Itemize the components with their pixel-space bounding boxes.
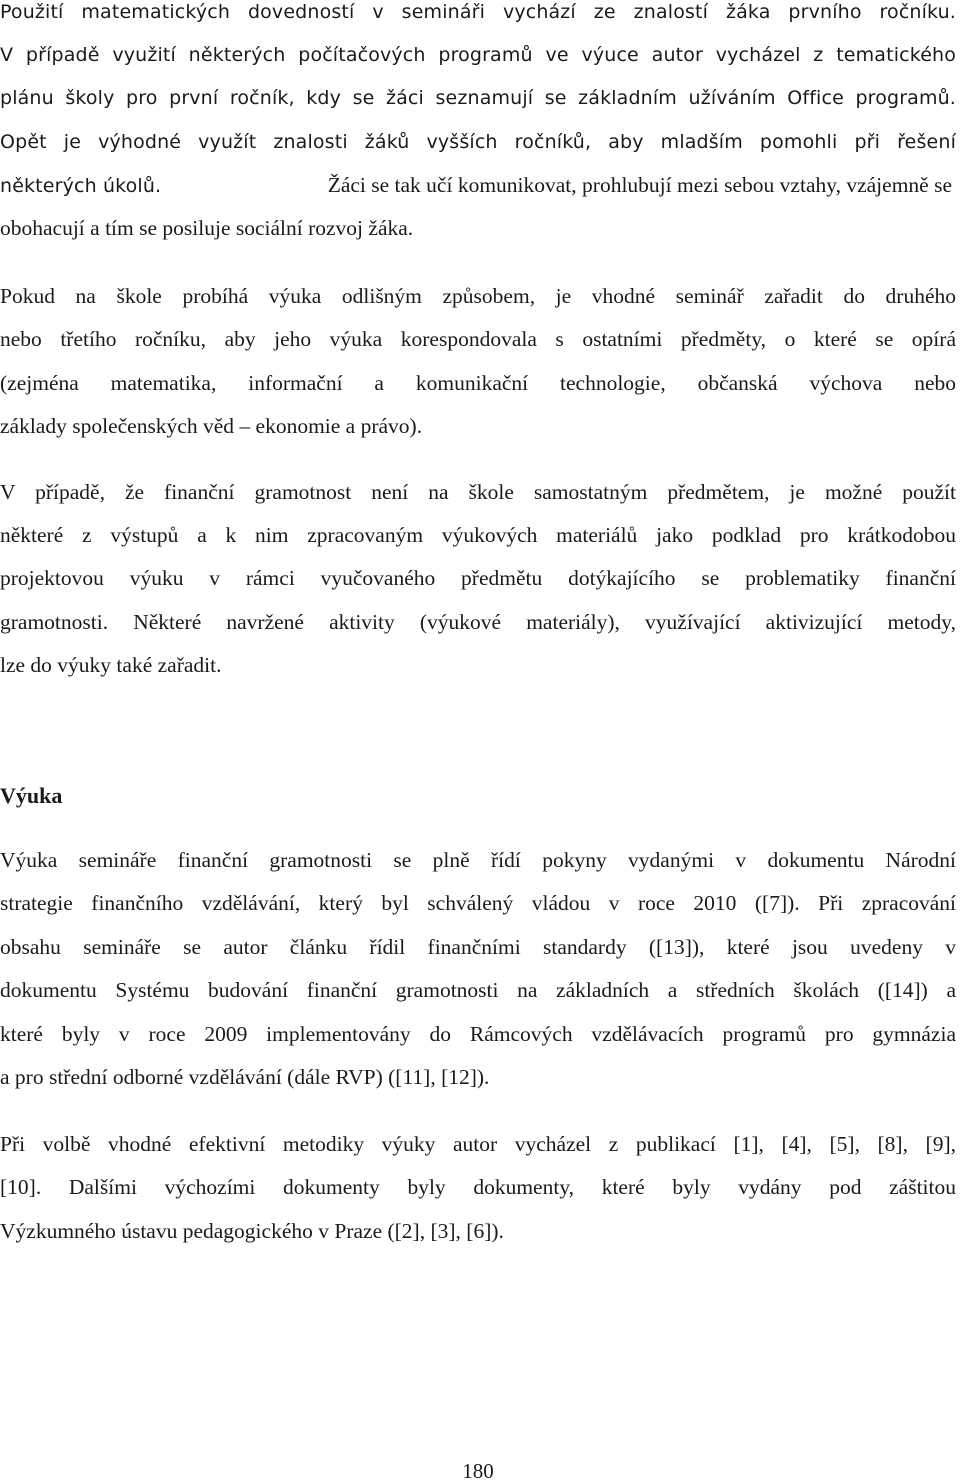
paragraph-4-line-3: obsahu semináře se autor článku řídil finančními standardy ([13]), které jsou uvedeny v (0, 935, 956, 959)
paragraph-4-line-4: dokumentu Systému budování finanční gramotnosti na základních a středních školách ([14]) a (0, 978, 956, 1002)
paragraph-2-line-1: Pokud na škole probíhá výuka odlišným způsobem, je vhodné seminář zařadit do druhého (0, 284, 956, 308)
paragraph-1-line-2: V případě využití některých počítačových programů ve výuce autor vycházel z tematického (0, 44, 956, 66)
paragraph-3-line-5: lze do výuky také zařadit. (0, 653, 222, 677)
paragraph-5-line-3: Výzkumného ústavu pedagogického v Praze ([2], [3], [6]). (0, 1219, 504, 1243)
paragraph-3-line-2: některé z výstupů a k nim zpracovaným výukových materiálů jako podklad pro krátkodobou (0, 523, 956, 547)
paragraph-5-line-1: Při volbě vhodné efektivní metodiky výuky autor vycházel z publikací [1], [4], [5], [8], [9], (0, 1132, 956, 1156)
paragraph-1-line-1: Použití matematických dovedností v semináři vychází ze znalostí žáka prvního ročníku. (0, 1, 956, 23)
paragraph-5-line-2: [10]. Dalšími výchozími dokumenty byly dokumenty, které byly vydány pod záštitou (0, 1175, 956, 1199)
paragraph-4-line-1: Výuka semináře finanční gramotnosti se plně řídí pokyny vydanými v dokumentu Národní (0, 848, 956, 872)
section-heading: Výuka (0, 783, 63, 808)
paragraph-2-line-4: základy společenských věd – ekonomie a právo). (0, 414, 423, 438)
paragraph-3-line-1: V případě, že finanční gramotnost není na škole samostatným předmětem, je možné použít (0, 480, 956, 504)
paragraph-1-line-3: plánu školy pro první ročník, kdy se žáci seznamují se základním užíváním Office programů. (0, 87, 956, 109)
paragraph-2-line-2: nebo třetího ročníku, aby jeho výuka korespondovala s ostatními předměty, o které se opírá (0, 327, 956, 351)
paragraph-3-line-4: gramotnosti. Některé navržené aktivity (výukové materiály), využívající aktivizující metody, (0, 610, 956, 634)
paragraph-1-line-5-part-1: některých úkolů. (0, 175, 162, 197)
paragraph-1-line-5 (0, 171, 956, 200)
paragraph-1-line-5-part-2: Žáci se tak učí komunikovat, prohlubují mezi sebou vztahy, vzájemně se (327, 173, 952, 197)
paragraph-4-line-5: které byly v roce 2009 implementovány do Rámcových vzdělávacích programů pro gymnázia (0, 1022, 956, 1046)
paragraph-1-line-4: Opět je výhodné využít znalosti žáků vyšších ročníků, aby mladším pomohli při řešení (0, 131, 956, 153)
paragraph-1-line-6: obohacují a tím se posiluje sociální rozvoj žáka. (0, 216, 414, 240)
page-number: 180 (462, 1459, 494, 1483)
paragraph-4-line-2: strategie finančního vzdělávání, který byl schválený vládou v roce 2010 ([7]). Při zpracování (0, 891, 956, 915)
paragraph-4-line-6: a pro střední odborné vzdělávání (dále RVP) ([11], [12]). (0, 1065, 490, 1089)
paragraph-2-line-3: (zejména matematika, informační a komunikační technologie, občanská výchova nebo (0, 371, 956, 395)
paragraph-3-line-3: projektovou výuku v rámci vyučovaného předmětu dotýkajícího se problematiky finanční (0, 566, 956, 590)
